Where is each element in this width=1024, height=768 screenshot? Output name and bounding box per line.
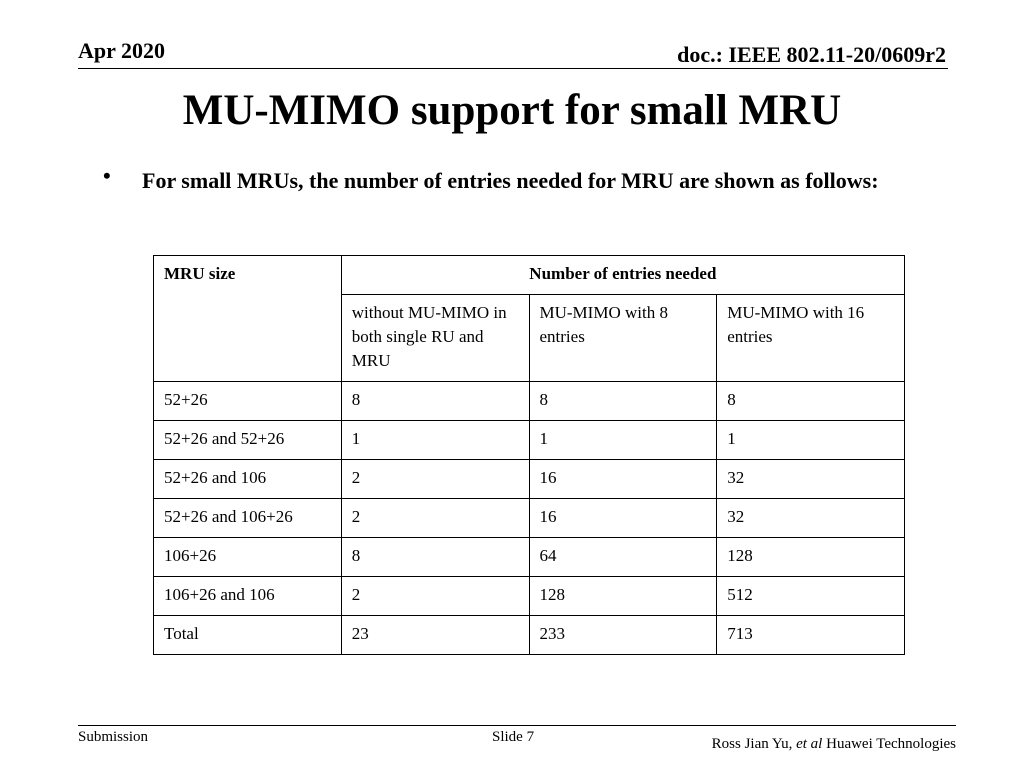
cell-without: 2 <box>341 460 529 499</box>
table-row <box>154 499 905 538</box>
footer-affiliation: Huawei Technologies <box>822 736 956 752</box>
cell-mru: 106+26 and 106 <box>154 577 342 616</box>
cell-mru: Total <box>154 616 342 655</box>
cell-mru: 52+26 and 106 <box>154 460 342 499</box>
subheader-mu-mimo-8: MU-MIMO with 8 entries <box>529 295 717 382</box>
subheader-mu-mimo-16: MU-MIMO with 16 entries <box>717 295 905 382</box>
cell-mimo-8: 16 <box>529 499 717 538</box>
cell-mimo-8: 1 <box>529 421 717 460</box>
cell-mru: 52+26 and 52+26 <box>154 421 342 460</box>
cell-mimo-16: 128 <box>717 538 905 577</box>
slide-title: MU-MIMO support for small MRU <box>182 87 842 134</box>
cell-mimo-8: 16 <box>529 460 717 499</box>
cell-mimo-8: 233 <box>529 616 717 655</box>
footer-submission: Submission <box>78 729 149 745</box>
header-mru-size: MRU size <box>154 256 342 382</box>
cell-mimo-16: 32 <box>717 460 905 499</box>
header-divider <box>78 68 948 69</box>
bullet-text: For small MRUs, the number of entries needed for MRU are shown as follows: <box>142 168 879 193</box>
cell-mru: 52+26 and 106+26 <box>154 499 342 538</box>
cell-without: 2 <box>341 577 529 616</box>
entries-table <box>153 255 905 655</box>
table-row <box>154 538 905 577</box>
cell-mimo-16: 512 <box>717 577 905 616</box>
footer-et-al: et al <box>796 736 823 752</box>
cell-mimo-16: 1 <box>717 421 905 460</box>
cell-without: 1 <box>341 421 529 460</box>
table-row <box>154 382 905 421</box>
footer-author-name: Ross Jian Yu, <box>711 736 797 752</box>
cell-mimo-16: 32 <box>717 499 905 538</box>
cell-mimo-16: 8 <box>717 382 905 421</box>
table-row-total <box>154 616 905 655</box>
cell-without: 2 <box>341 499 529 538</box>
footer-divider <box>78 725 956 726</box>
cell-mimo-16: 713 <box>717 616 905 655</box>
table-row <box>154 421 905 460</box>
cell-without: 8 <box>341 382 529 421</box>
cell-without: 23 <box>341 616 529 655</box>
header-entries-needed: Number of entries needed <box>341 256 904 295</box>
header-date: Apr 2020 <box>78 38 165 63</box>
table-row <box>154 577 905 616</box>
table-row <box>154 460 905 499</box>
cell-mimo-8: 128 <box>529 577 717 616</box>
table-header-row <box>154 256 905 295</box>
bullet-marker: • <box>103 163 111 188</box>
cell-mru: 106+26 <box>154 538 342 577</box>
footer-slide-number: Slide 7 <box>492 729 535 745</box>
header-doc-id: doc.: IEEE 802.11-20/0609r2 <box>677 42 946 67</box>
subheader-without-mu-mimo: without MU-MIMO in both single RU and MRU <box>341 295 529 382</box>
cell-mru: 52+26 <box>154 382 342 421</box>
cell-without: 8 <box>341 538 529 577</box>
cell-mimo-8: 64 <box>529 538 717 577</box>
footer-author <box>712 736 956 753</box>
cell-mimo-8: 8 <box>529 382 717 421</box>
